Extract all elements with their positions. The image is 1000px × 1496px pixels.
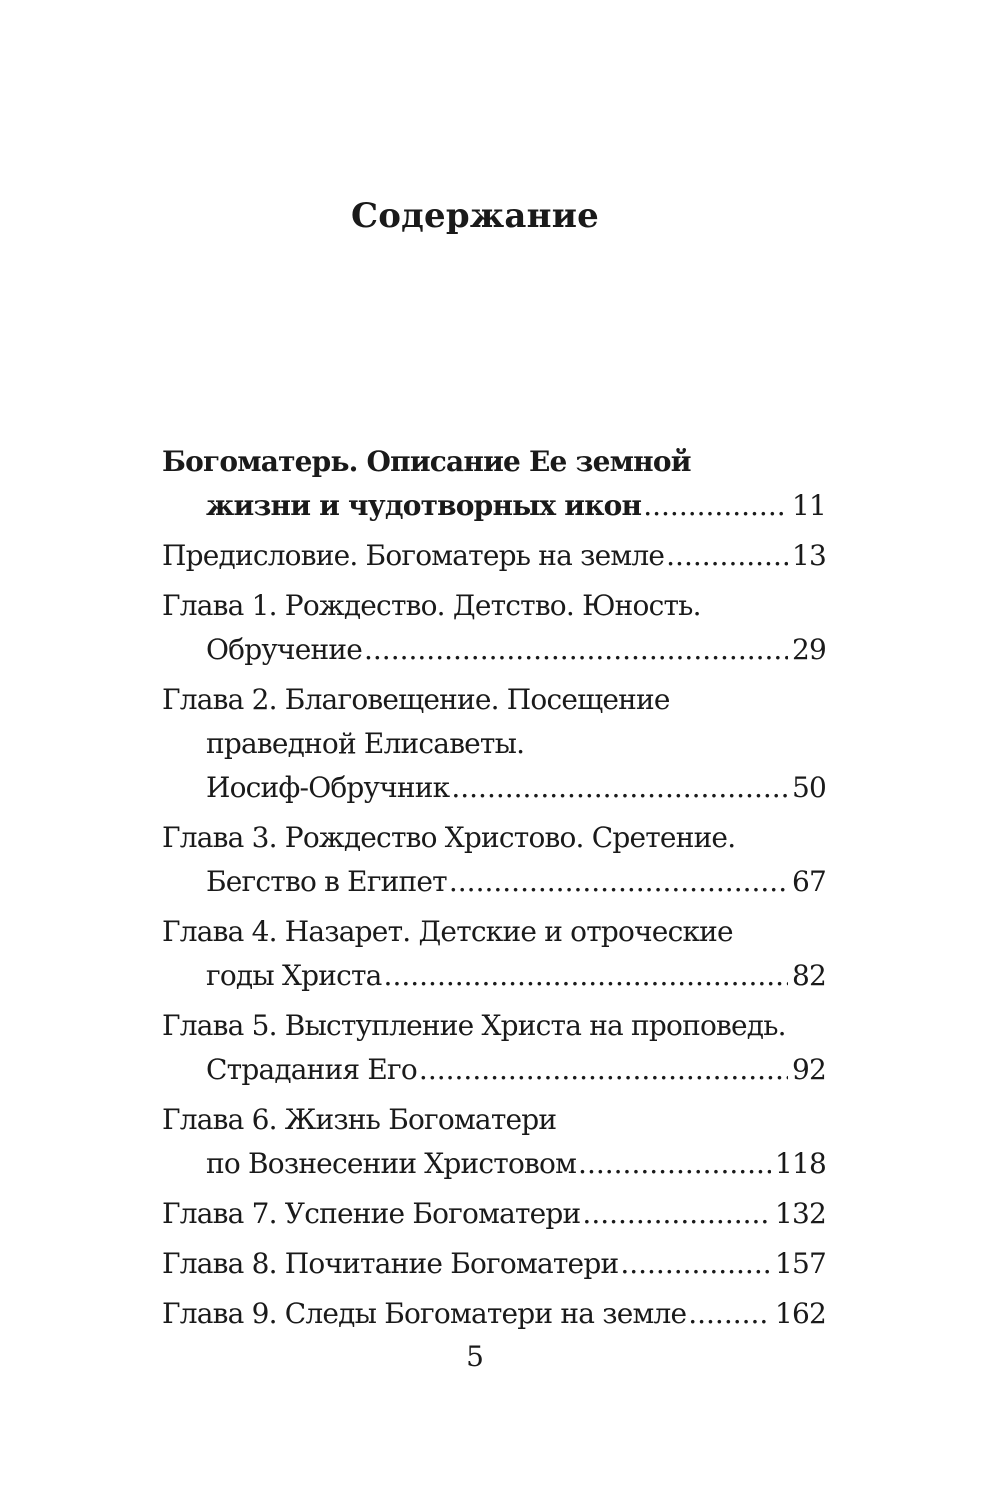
toc-entry-last-line	[162, 484, 826, 528]
dot-leader	[643, 484, 788, 528]
toc-entry-title-line: Глава 1. Рождество. Детство. Юность.	[162, 589, 701, 622]
toc-page-number: 132	[774, 1197, 826, 1230]
toc-entry-label: годы Христа	[206, 959, 382, 992]
toc-page-number: 82	[791, 959, 826, 992]
toc-entry-last-line	[162, 628, 826, 672]
toc-entry-last-line	[162, 766, 826, 810]
toc-page-number: 50	[791, 771, 826, 804]
toc-entry-title-line: Богоматерь. Описание Ее земной	[162, 445, 691, 478]
toc-entry-last-line	[162, 1142, 826, 1186]
toc-entry-last-line	[162, 860, 826, 904]
table-of-contents	[162, 440, 826, 1342]
toc-entry-label: Предисловие. Богоматерь на земле	[162, 539, 665, 572]
toc-page-number: 157	[774, 1247, 826, 1280]
toc-entry-label: Глава 7. Успение Богоматери	[162, 1197, 581, 1230]
toc-entry-chapter-5[interactable]	[162, 1004, 826, 1092]
toc-page-number: 29	[791, 633, 826, 666]
dot-leader	[419, 1048, 788, 1092]
dot-leader	[578, 1142, 771, 1186]
page-number: 5	[466, 1340, 484, 1373]
toc-entry-title-line: праведной Елисаветы.	[206, 727, 525, 760]
dot-leader	[666, 534, 788, 578]
dot-leader	[688, 1292, 771, 1336]
toc-entry-chapter-2[interactable]	[162, 678, 826, 810]
dot-leader	[449, 860, 788, 904]
dot-leader	[582, 1192, 771, 1236]
toc-entry-last-line	[162, 954, 826, 998]
toc-entry-label: жизни и чудотворных икон	[206, 489, 642, 522]
toc-entry-title-line: Глава 3. Рождество Христово. Сретение.	[162, 821, 736, 854]
toc-page-number: 118	[774, 1147, 826, 1180]
toc-page-number: 13	[791, 539, 826, 572]
toc-entry-title-line: Глава 2. Благовещение. Посещение	[162, 683, 670, 716]
toc-entry-chapter-7[interactable]	[162, 1192, 826, 1236]
toc-entry-title-line: Глава 6. Жизнь Богоматери	[162, 1103, 557, 1136]
toc-entry-last-line	[162, 1292, 826, 1336]
toc-entry-label: Иосиф-Обручник	[206, 771, 450, 804]
toc-page-number: 162	[774, 1297, 826, 1330]
toc-entry-last-line	[162, 534, 826, 578]
toc-entry-chapter-9[interactable]	[162, 1292, 826, 1336]
toc-page-number: 92	[791, 1053, 826, 1086]
toc-page-number: 11	[791, 489, 826, 522]
toc-entry-title-line: Глава 4. Назарет. Детские и отроческие	[162, 915, 733, 948]
toc-entry-last-line	[162, 1048, 826, 1092]
dot-leader	[451, 766, 788, 810]
toc-entry-chapter-6[interactable]	[162, 1098, 826, 1186]
toc-entry-title-line: Глава 5. Выступление Христа на проповедь.	[162, 1009, 786, 1042]
toc-entry-label: Глава 8. Почитание Богоматери	[162, 1247, 619, 1280]
toc-entry-main-part[interactable]	[162, 440, 826, 528]
toc-entry-label: Бегство в Египет	[206, 865, 447, 898]
toc-entry-chapter-8[interactable]	[162, 1242, 826, 1286]
toc-entry-label: Обручение	[206, 633, 362, 666]
toc-entry-chapter-1[interactable]	[162, 584, 826, 672]
dot-leader	[384, 954, 788, 998]
page-title: Содержание	[351, 196, 599, 236]
toc-page-number: 67	[791, 865, 826, 898]
toc-entry-last-line	[162, 1192, 826, 1236]
toc-entry-last-line	[162, 1242, 826, 1286]
toc-entry-label: по Вознесении Христовом	[206, 1147, 577, 1180]
dot-leader	[620, 1242, 771, 1286]
toc-entry-preface[interactable]	[162, 534, 826, 578]
dot-leader	[364, 628, 788, 672]
toc-entry-label: Страдания Его	[206, 1053, 417, 1086]
toc-entry-chapter-3[interactable]	[162, 816, 826, 904]
toc-entry-chapter-4[interactable]	[162, 910, 826, 998]
toc-entry-label: Глава 9. Следы Богоматери на земле	[162, 1297, 687, 1330]
